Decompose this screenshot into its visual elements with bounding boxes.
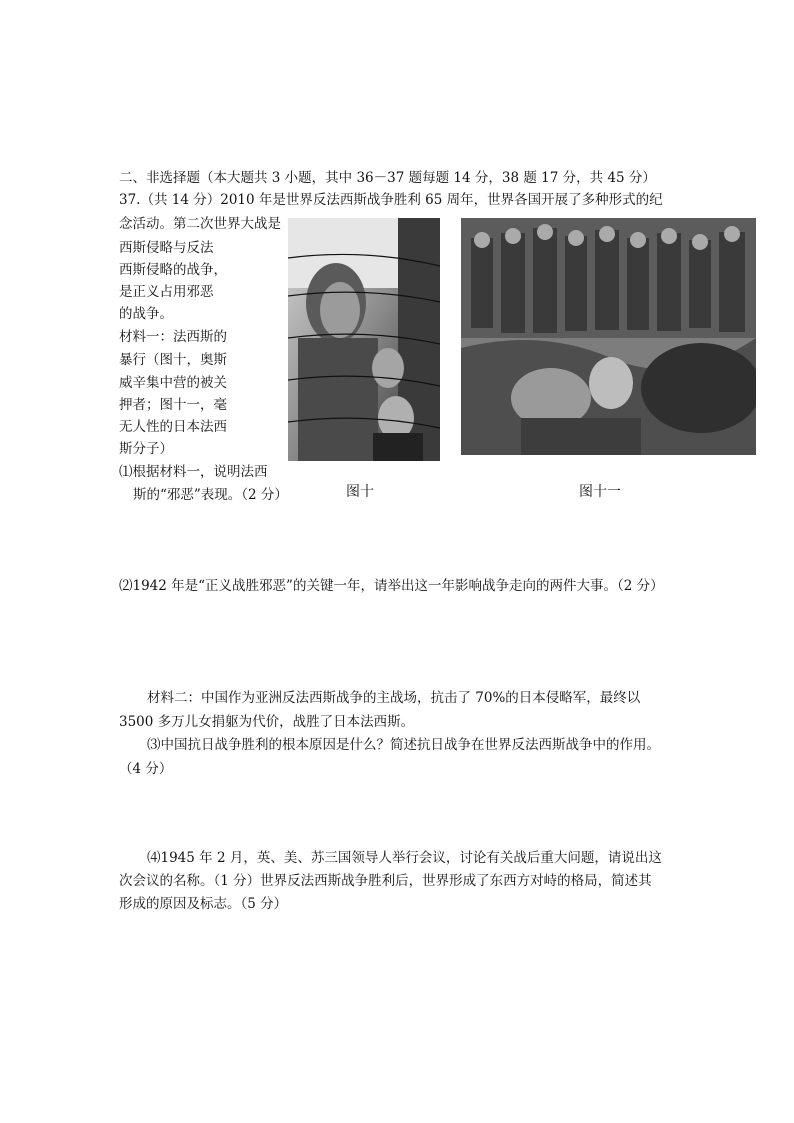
left-col-line: 材料一：法西斯的	[119, 329, 227, 345]
figure-10-caption: 图十	[346, 484, 374, 500]
left-col-line: 斯分子）	[119, 441, 173, 457]
section-heading: 二、非选择题（本大题共 3 小题，其中 36－37 题每题 14 分，38 题 17 分，共 45 分）	[119, 170, 656, 186]
figure-11-photo	[461, 218, 756, 455]
question-2: ⑵1942 年是“正义战胜邪恶”的关键一年，请举出这一年影响战争走向的两件大事。（2 分）	[119, 578, 664, 594]
left-col-line: 无人性的日本法西	[119, 419, 227, 435]
material-2-line2: 3500 多万儿女捐躯为代价，战胜了日本法西斯。	[119, 714, 415, 730]
left-col-line: 西斯侵略的战争，	[119, 262, 227, 278]
question-4-line3: 形成的原因及标志。（5 分）	[119, 896, 288, 912]
question-3-line1: ⑶中国抗日战争胜利的根本原因是什么？简述抗日战争在世界反法西斯战争中的作用。	[147, 737, 660, 753]
left-col-line: 押者；图十一，毫	[119, 397, 227, 413]
question-3-line2: （4 分）	[119, 761, 173, 777]
question-4-line2: 次会议的名称。（1 分）世界反法西斯战争胜利后，世界形成了东西方对峙的格局，简述其	[119, 873, 652, 889]
left-col-line: 的战争。	[119, 306, 173, 322]
question-4-line1: ⑷1945 年 2 月，英、美、苏三国领导人举行会议，讨论有关战后重大问题，请说出这	[147, 850, 662, 866]
material-2-line1: 材料二：中国作为亚洲反法西斯战争的主战场，抗击了 70%的日本侵略军，最终以	[147, 690, 641, 706]
q37-intro-line1: 37.（共 14 分）2010 年是世界反法西斯战争胜利 65 周年，世界各国开展了多种形式的纪	[119, 192, 663, 208]
left-col-line: 是正义占用邪恶	[119, 284, 214, 300]
figure-11-caption: 图十一	[579, 484, 621, 500]
question-1-line1: ⑴根据材料一，说明法西	[119, 464, 268, 480]
left-col-line: 西斯侵略与反法	[119, 240, 214, 256]
left-col-line: 暴行（图十，奥斯	[119, 352, 227, 368]
q37-intro-line2: 念活动。第二次世界大战是	[119, 216, 281, 232]
left-col-line: 威辛集中营的被关	[119, 375, 227, 391]
figure-10-photo	[288, 218, 440, 461]
question-1-line2: 斯的“邪恶”表现。（2 分）	[133, 487, 288, 503]
